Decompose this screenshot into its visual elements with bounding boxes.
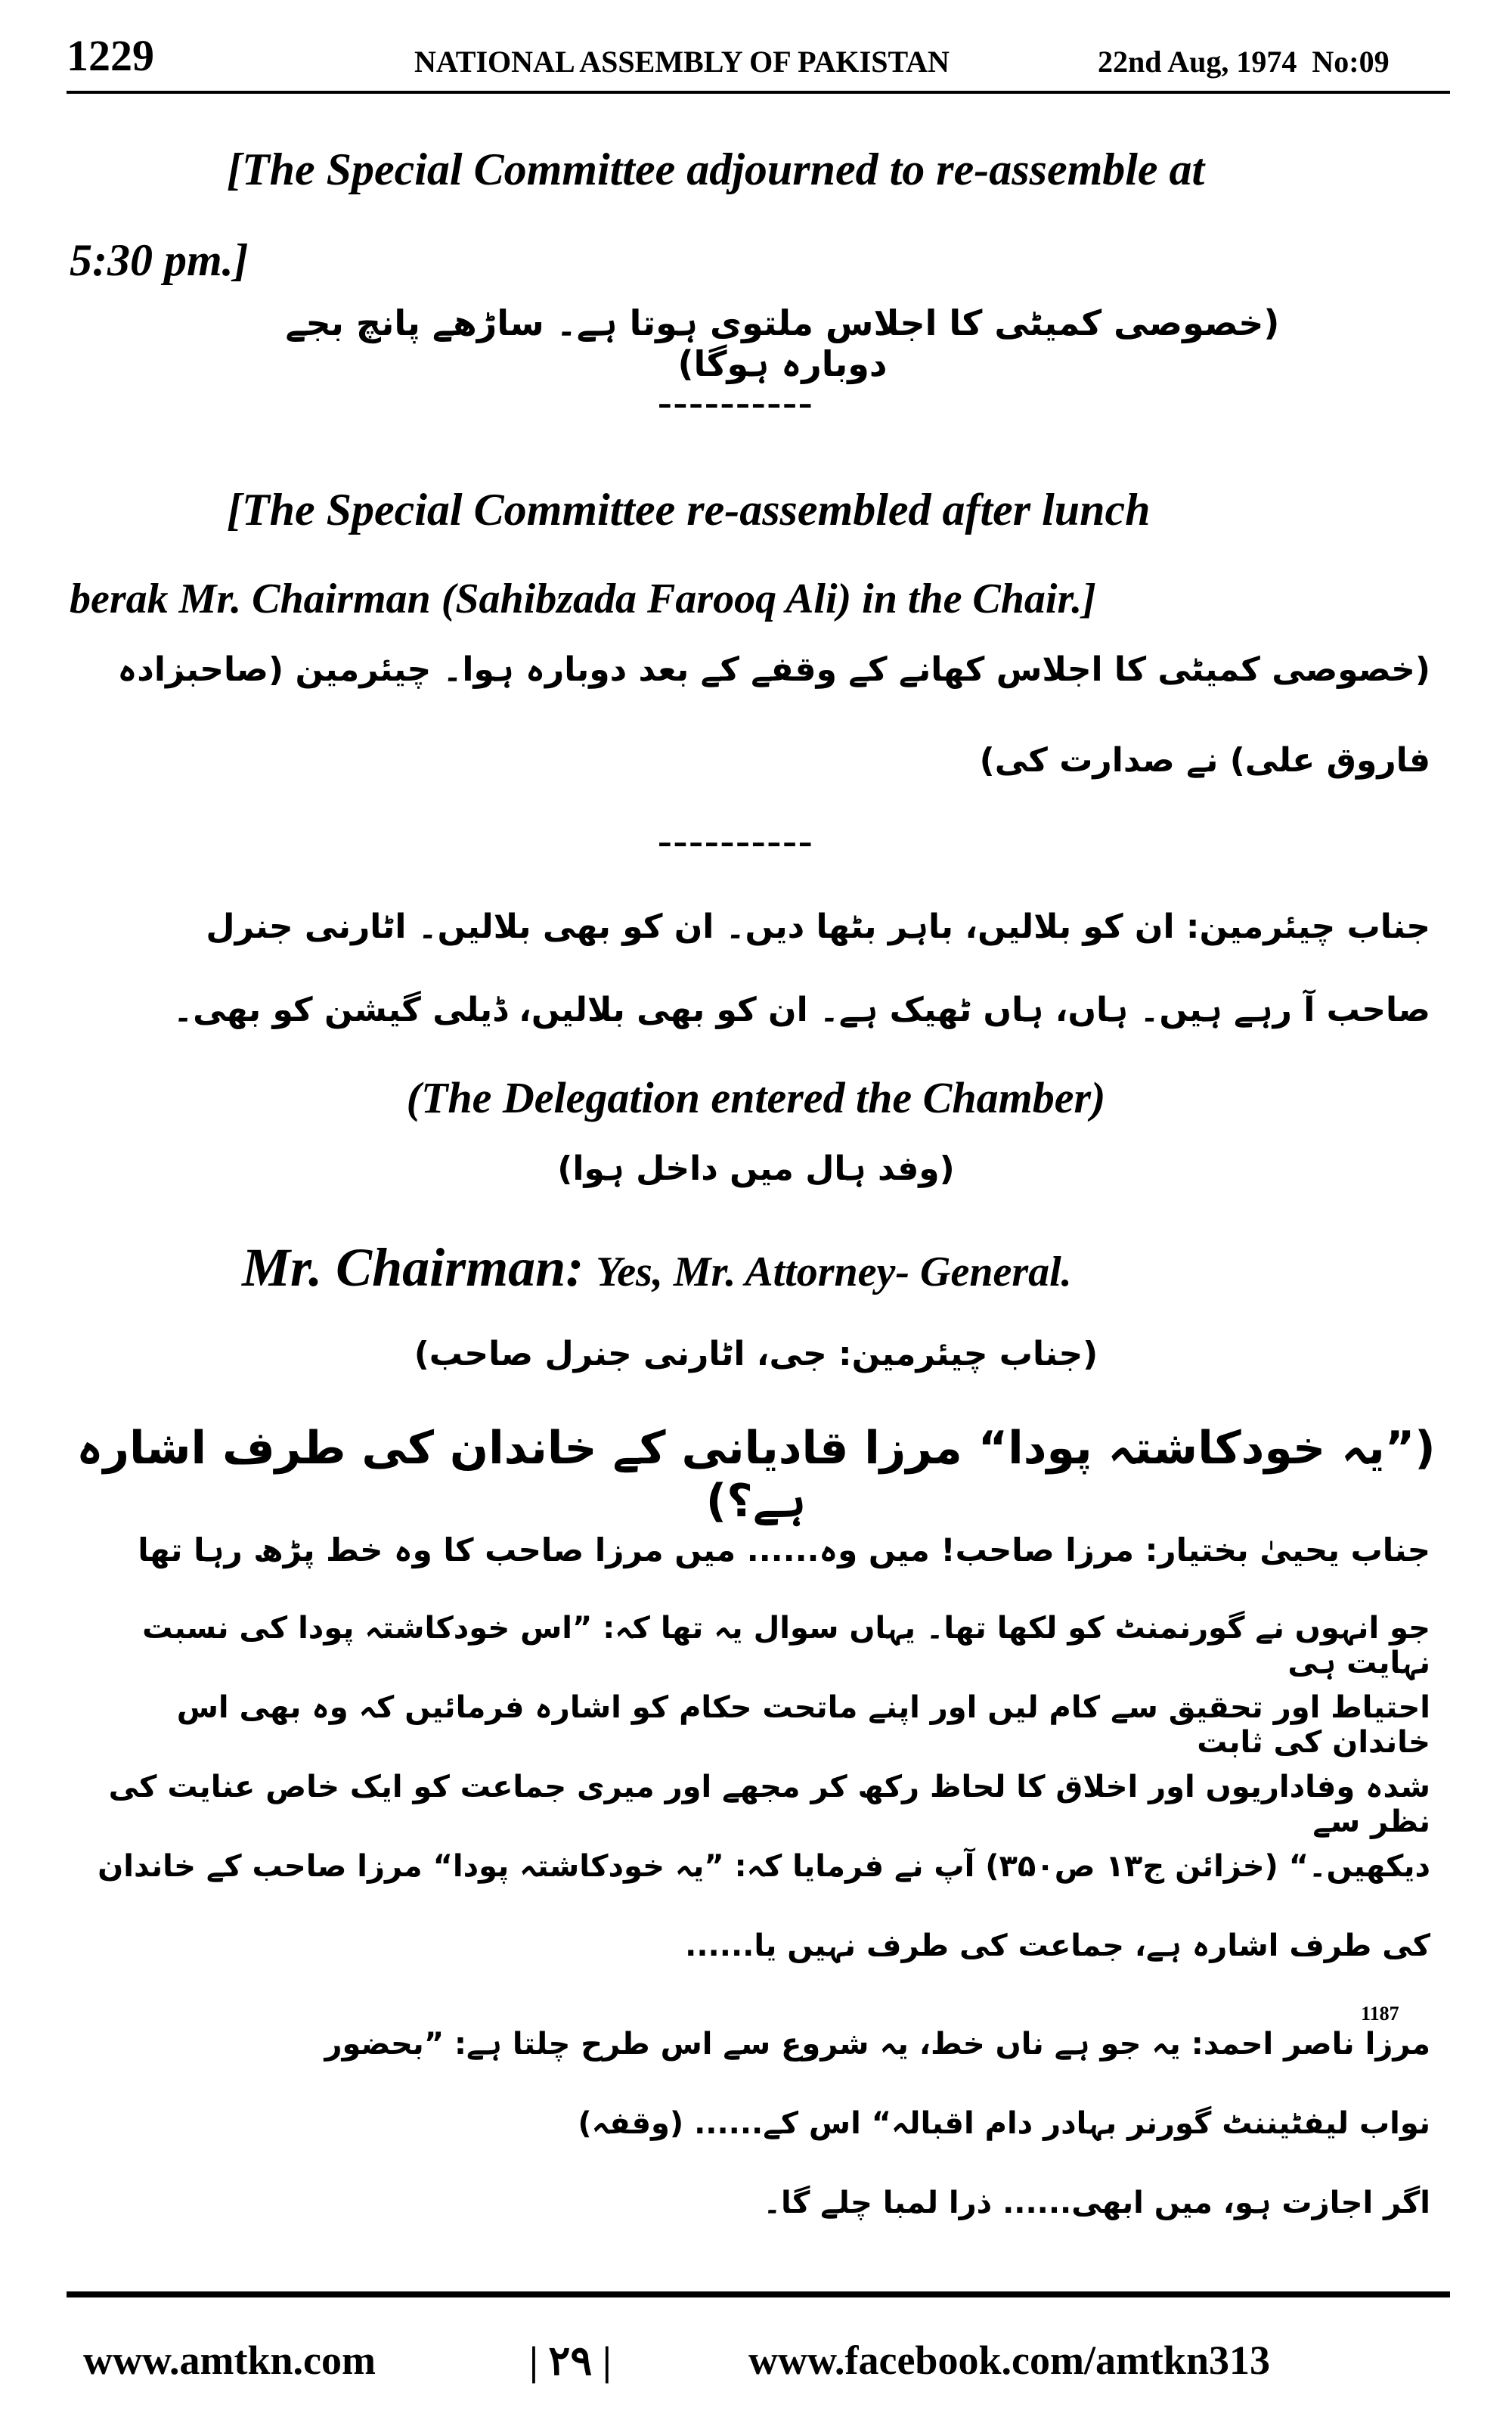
separator-1: ---------- xyxy=(658,379,814,426)
footer-facebook: www.facebook.com/amtkn313 xyxy=(748,2338,1270,2383)
footnote-reference: 1187 xyxy=(1361,2003,1399,2024)
nasir-line-2: نواب لیفٹیننٹ گورنر بہادر دام اقبالہ“ اس کے...... (وقفہ) xyxy=(578,2106,1430,2141)
page-number: 1229 xyxy=(67,31,154,80)
footer-rule xyxy=(67,2291,1450,2297)
separator-2: ---------- xyxy=(658,818,814,864)
reassemble-urdu-line-2: فاروق علی) نے صدارت کی) xyxy=(979,741,1430,780)
yahya-line-4: شدہ وفاداریوں اور اخلاق کا لحاظ رکھ کر مجھے اور میری جماعت کو ایک خاص عنایت کی نظر سے xyxy=(108,1770,1430,1839)
header-title: NATIONAL ASSEMBLY OF PAKISTAN xyxy=(414,45,950,79)
adjourn-english-line-1: [The Special Committee adjourned to re-assemble at xyxy=(227,144,1205,194)
yahya-line-1: جناب یحییٰ بختیار: مرزا صاحب! میں وہ...... میں مرزا صاحب کا وہ خط پڑھ رہا تھا xyxy=(138,1531,1430,1568)
footer-website: www.amtkn.com xyxy=(83,2338,376,2383)
delegation-urdu: (وفد ہال میں داخل ہوا) xyxy=(557,1150,955,1188)
adjourn-english-line-2: 5:30 pm.] xyxy=(70,235,249,285)
yahya-line-5: دیکھیں۔“ (خزائن ج۱۳ ص۳۵۰) آپ نے فرمایا کہ: ”یہ خودکاشتہ پودا“ مرزا صاحب کے خاندان xyxy=(98,1849,1430,1884)
footer-page: | ۲۹ | xyxy=(529,2338,612,2384)
nasir-line-1: مرزا ناصر احمد: یہ جو ہے ناں خط، یہ شروع سے اس طرح چلتا ہے: ”بحضور xyxy=(324,2027,1430,2062)
reassemble-english-line-2: berak Mr. Chairman (Sahibzada Farooq Ali) in the Chair.] xyxy=(70,576,1096,622)
chairman-urdu-reply: (جناب چیئرمین: جی، اٹارنی جنرل صاحب) xyxy=(414,1335,1098,1373)
yahya-line-3: احتیاط اور تحقیق سے کام لیں اور اپنے ماتحت حکام کو اشارہ فرمائیں کہ وہ بھی اس خاندان کی ثابت xyxy=(176,1690,1430,1760)
chairman-urdu-line-1: جناب چیئرمین: ان کو بلالیں، باہر بٹھا دیں۔ ان کو بھی بلالیں۔ اٹارنی جنرل xyxy=(206,908,1430,946)
chairman-urdu-line-2: صاحب آ رہے ہیں۔ ہاں، ہاں ٹھیک ہے۔ ان کو بھی بلالیں، ڈیلی گیشن کو بھی۔ xyxy=(173,991,1430,1029)
chairman-english-line xyxy=(242,1236,1072,1299)
delegation-english: (The Delegation entered the Chamber) xyxy=(406,1073,1106,1122)
section-heading-urdu: (”یہ خودکاشتہ پودا“ مرزا قادیانی کے خاندان کی طرف اشارہ ہے؟) xyxy=(76,1422,1436,1528)
header-date: 22nd Aug, 1974 No:09 xyxy=(1098,45,1390,79)
adjourn-urdu: (خصوصی کمیٹی کا اجلاس ملتوی ہوتا ہے۔ ساڑھے پانچ بجے دوبارہ ہوگا) xyxy=(285,302,1280,384)
reassemble-english-line-1: [The Special Committee re-assembled after lunch xyxy=(227,485,1151,535)
chairman-speaker-label: Mr. Chairman: xyxy=(242,1237,584,1298)
nasir-line-3: اگر اجازت ہو، میں ابھی...... ذرا لمبا چلے گا۔ xyxy=(763,2186,1430,2220)
header-rule xyxy=(67,91,1450,94)
chairman-english-text: Yes, Mr. Attorney- General. xyxy=(596,1249,1072,1295)
yahya-line-2: جو انہوں نے گورنمنٹ کو لکھا تھا۔ یہاں سوال یہ تھا کہ: ”اس خودکاشتہ پودا کی نسبت نہایت ہی xyxy=(142,1611,1430,1680)
reassemble-urdu-line-1: (خصوصی کمیٹی کا اجلاس کھانے کے وقفے کے بعد دوبارہ ہوا۔ چیئرمین (صاحبزادہ xyxy=(117,650,1430,689)
yahya-line-6: کی طرف اشارہ ہے، جماعت کی طرف نہیں یا...... xyxy=(685,1928,1430,1963)
